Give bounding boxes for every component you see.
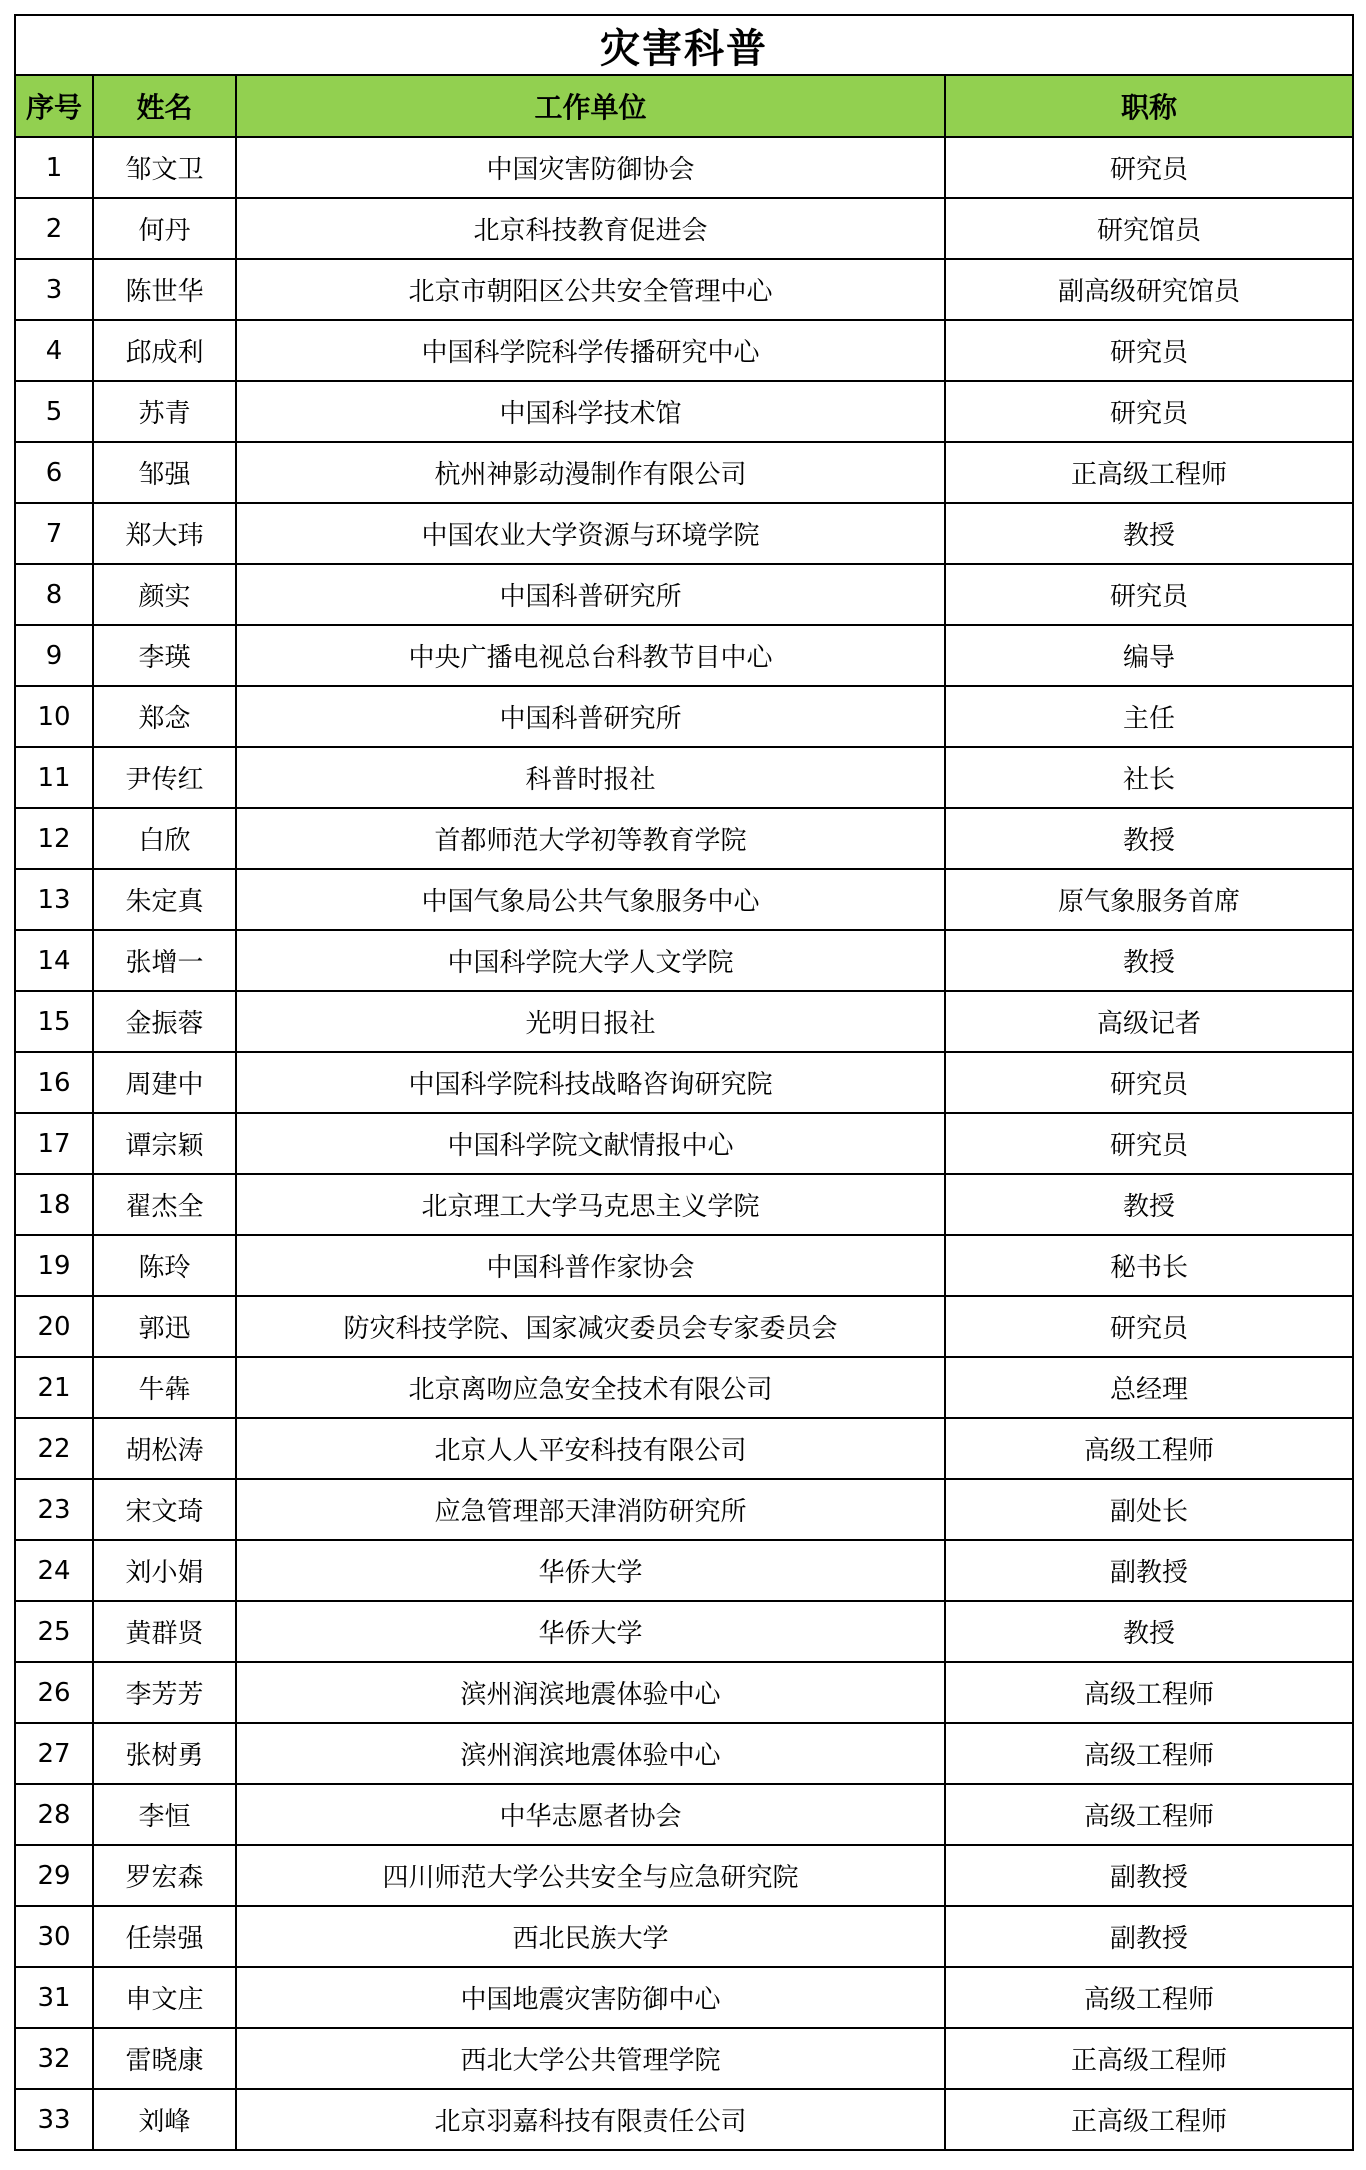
cell-number: 26 <box>15 1662 93 1723</box>
cell-title: 教授 <box>945 1601 1353 1662</box>
cell-number: 28 <box>15 1784 93 1845</box>
cell-unit: 中国灾害防御协会 <box>236 137 945 198</box>
table-row <box>15 991 1353 1052</box>
cell-title: 研究员 <box>945 1296 1353 1357</box>
title-row <box>15 15 1353 75</box>
cell-title: 副教授 <box>945 1845 1353 1906</box>
cell-title: 研究员 <box>945 320 1353 381</box>
cell-number: 7 <box>15 503 93 564</box>
table-row <box>15 1540 1353 1601</box>
table-row <box>15 1662 1353 1723</box>
table-row <box>15 1235 1353 1296</box>
cell-name: 苏青 <box>93 381 236 442</box>
cell-number: 2 <box>15 198 93 259</box>
expert-table <box>14 14 1354 2151</box>
cell-name: 胡松涛 <box>93 1418 236 1479</box>
cell-name: 牛犇 <box>93 1357 236 1418</box>
cell-number: 15 <box>15 991 93 1052</box>
cell-title: 主任 <box>945 686 1353 747</box>
table-row <box>15 686 1353 747</box>
cell-name: 郑念 <box>93 686 236 747</box>
cell-number: 29 <box>15 1845 93 1906</box>
cell-unit: 北京离吻应急安全技术有限公司 <box>236 1357 945 1418</box>
cell-number: 12 <box>15 808 93 869</box>
cell-unit: 中国科普研究所 <box>236 564 945 625</box>
cell-title: 研究馆员 <box>945 198 1353 259</box>
cell-title: 教授 <box>945 808 1353 869</box>
table-row <box>15 1296 1353 1357</box>
cell-name: 张增一 <box>93 930 236 991</box>
column-header-name: 姓名 <box>93 75 236 137</box>
cell-unit: 中华志愿者协会 <box>236 1784 945 1845</box>
cell-number: 16 <box>15 1052 93 1113</box>
table-row <box>15 137 1353 198</box>
cell-unit: 四川师范大学公共安全与应急研究院 <box>236 1845 945 1906</box>
table-row <box>15 747 1353 808</box>
cell-unit: 中国科普研究所 <box>236 686 945 747</box>
cell-unit: 光明日报社 <box>236 991 945 1052</box>
cell-name: 黄群贤 <box>93 1601 236 1662</box>
cell-name: 郑大玮 <box>93 503 236 564</box>
cell-name: 陈世华 <box>93 259 236 320</box>
cell-number: 10 <box>15 686 93 747</box>
cell-name: 雷晓康 <box>93 2028 236 2089</box>
cell-unit: 滨州润滨地震体验中心 <box>236 1723 945 1784</box>
table-row <box>15 503 1353 564</box>
table-body <box>15 137 1353 2150</box>
cell-name: 金振蓉 <box>93 991 236 1052</box>
cell-number: 27 <box>15 1723 93 1784</box>
table-row <box>15 808 1353 869</box>
cell-title: 秘书长 <box>945 1235 1353 1296</box>
cell-title: 高级工程师 <box>945 1723 1353 1784</box>
cell-unit: 中国科学院文献情报中心 <box>236 1113 945 1174</box>
cell-unit: 中国科学技术馆 <box>236 381 945 442</box>
cell-title: 原气象服务首席 <box>945 869 1353 930</box>
cell-name: 李恒 <box>93 1784 236 1845</box>
column-header-number: 序号 <box>15 75 93 137</box>
cell-title: 教授 <box>945 503 1353 564</box>
cell-title: 副教授 <box>945 1906 1353 1967</box>
table-row <box>15 1052 1353 1113</box>
cell-unit: 科普时报社 <box>236 747 945 808</box>
cell-unit: 北京理工大学马克思主义学院 <box>236 1174 945 1235</box>
cell-number: 17 <box>15 1113 93 1174</box>
table-row <box>15 1906 1353 1967</box>
table-row <box>15 1784 1353 1845</box>
cell-name: 尹传红 <box>93 747 236 808</box>
cell-unit: 华侨大学 <box>236 1540 945 1601</box>
cell-title: 副教授 <box>945 1540 1353 1601</box>
cell-number: 8 <box>15 564 93 625</box>
cell-title: 正高级工程师 <box>945 442 1353 503</box>
table-row <box>15 259 1353 320</box>
cell-title: 高级工程师 <box>945 1418 1353 1479</box>
cell-title: 正高级工程师 <box>945 2028 1353 2089</box>
cell-number: 30 <box>15 1906 93 1967</box>
table-row <box>15 1601 1353 1662</box>
cell-number: 25 <box>15 1601 93 1662</box>
table-row <box>15 930 1353 991</box>
cell-unit: 中国科学院大学人文学院 <box>236 930 945 991</box>
cell-number: 21 <box>15 1357 93 1418</box>
cell-name: 邹文卫 <box>93 137 236 198</box>
table-title: 灾害科普 <box>15 15 1353 75</box>
cell-title: 副处长 <box>945 1479 1353 1540</box>
cell-title: 高级工程师 <box>945 1662 1353 1723</box>
cell-unit: 北京羽嘉科技有限责任公司 <box>236 2089 945 2150</box>
table-row <box>15 1479 1353 1540</box>
cell-unit: 滨州润滨地震体验中心 <box>236 1662 945 1723</box>
cell-name: 任崇强 <box>93 1906 236 1967</box>
cell-number: 22 <box>15 1418 93 1479</box>
cell-name: 刘峰 <box>93 2089 236 2150</box>
table-row <box>15 2089 1353 2150</box>
cell-number: 33 <box>15 2089 93 2150</box>
cell-title: 研究员 <box>945 1052 1353 1113</box>
cell-name: 罗宏森 <box>93 1845 236 1906</box>
table-row <box>15 442 1353 503</box>
cell-name: 翟杰全 <box>93 1174 236 1235</box>
cell-number: 31 <box>15 1967 93 2028</box>
cell-name: 李瑛 <box>93 625 236 686</box>
table-row <box>15 198 1353 259</box>
cell-name: 邱成利 <box>93 320 236 381</box>
cell-title: 研究员 <box>945 1113 1353 1174</box>
cell-title: 高级工程师 <box>945 1967 1353 2028</box>
cell-number: 11 <box>15 747 93 808</box>
cell-name: 张树勇 <box>93 1723 236 1784</box>
column-header-title: 职称 <box>945 75 1353 137</box>
cell-unit: 中国科普作家协会 <box>236 1235 945 1296</box>
cell-unit: 西北大学公共管理学院 <box>236 2028 945 2089</box>
cell-unit: 中国农业大学资源与环境学院 <box>236 503 945 564</box>
cell-number: 3 <box>15 259 93 320</box>
cell-number: 14 <box>15 930 93 991</box>
cell-number: 18 <box>15 1174 93 1235</box>
table-row <box>15 320 1353 381</box>
cell-unit: 防灾科技学院、国家减灾委员会专家委员会 <box>236 1296 945 1357</box>
cell-name: 邹强 <box>93 442 236 503</box>
cell-title: 高级记者 <box>945 991 1353 1052</box>
cell-number: 23 <box>15 1479 93 1540</box>
table-row <box>15 1967 1353 2028</box>
cell-name: 颜实 <box>93 564 236 625</box>
cell-unit: 西北民族大学 <box>236 1906 945 1967</box>
cell-number: 9 <box>15 625 93 686</box>
cell-number: 24 <box>15 1540 93 1601</box>
cell-unit: 华侨大学 <box>236 1601 945 1662</box>
table-row <box>15 1845 1353 1906</box>
cell-title: 正高级工程师 <box>945 2089 1353 2150</box>
cell-number: 19 <box>15 1235 93 1296</box>
cell-unit: 中国科学院科学传播研究中心 <box>236 320 945 381</box>
cell-number: 4 <box>15 320 93 381</box>
table-row <box>15 1357 1353 1418</box>
cell-name: 周建中 <box>93 1052 236 1113</box>
cell-name: 谭宗颖 <box>93 1113 236 1174</box>
cell-unit: 北京人人平安科技有限公司 <box>236 1418 945 1479</box>
cell-unit: 北京市朝阳区公共安全管理中心 <box>236 259 945 320</box>
cell-unit: 杭州神影动漫制作有限公司 <box>236 442 945 503</box>
table-row <box>15 1113 1353 1174</box>
table-row <box>15 625 1353 686</box>
cell-unit: 北京科技教育促进会 <box>236 198 945 259</box>
cell-name: 何丹 <box>93 198 236 259</box>
cell-name: 白欣 <box>93 808 236 869</box>
cell-title: 编导 <box>945 625 1353 686</box>
cell-title: 研究员 <box>945 564 1353 625</box>
cell-title: 副高级研究馆员 <box>945 259 1353 320</box>
cell-number: 6 <box>15 442 93 503</box>
cell-name: 申文庄 <box>93 1967 236 2028</box>
cell-name: 李芳芳 <box>93 1662 236 1723</box>
cell-title: 社长 <box>945 747 1353 808</box>
table-row <box>15 381 1353 442</box>
table-row <box>15 2028 1353 2089</box>
cell-number: 1 <box>15 137 93 198</box>
table-row <box>15 1418 1353 1479</box>
table-row <box>15 1723 1353 1784</box>
cell-unit: 中央广播电视总台科教节目中心 <box>236 625 945 686</box>
cell-unit: 应急管理部天津消防研究所 <box>236 1479 945 1540</box>
cell-name: 郭迅 <box>93 1296 236 1357</box>
cell-title: 研究员 <box>945 381 1353 442</box>
cell-number: 20 <box>15 1296 93 1357</box>
cell-unit: 中国地震灾害防御中心 <box>236 1967 945 2028</box>
table-row <box>15 1174 1353 1235</box>
header-row <box>15 75 1353 137</box>
cell-title: 教授 <box>945 930 1353 991</box>
table-row <box>15 564 1353 625</box>
cell-name: 刘小娟 <box>93 1540 236 1601</box>
cell-unit: 首都师范大学初等教育学院 <box>236 808 945 869</box>
column-header-unit: 工作单位 <box>236 75 945 137</box>
cell-number: 5 <box>15 381 93 442</box>
cell-unit: 中国气象局公共气象服务中心 <box>236 869 945 930</box>
cell-name: 朱定真 <box>93 869 236 930</box>
cell-unit: 中国科学院科技战略咨询研究院 <box>236 1052 945 1113</box>
cell-number: 13 <box>15 869 93 930</box>
cell-title: 总经理 <box>945 1357 1353 1418</box>
cell-name: 陈玲 <box>93 1235 236 1296</box>
cell-title: 教授 <box>945 1174 1353 1235</box>
cell-title: 研究员 <box>945 137 1353 198</box>
cell-title: 高级工程师 <box>945 1784 1353 1845</box>
cell-number: 32 <box>15 2028 93 2089</box>
cell-name: 宋文琦 <box>93 1479 236 1540</box>
table-row <box>15 869 1353 930</box>
